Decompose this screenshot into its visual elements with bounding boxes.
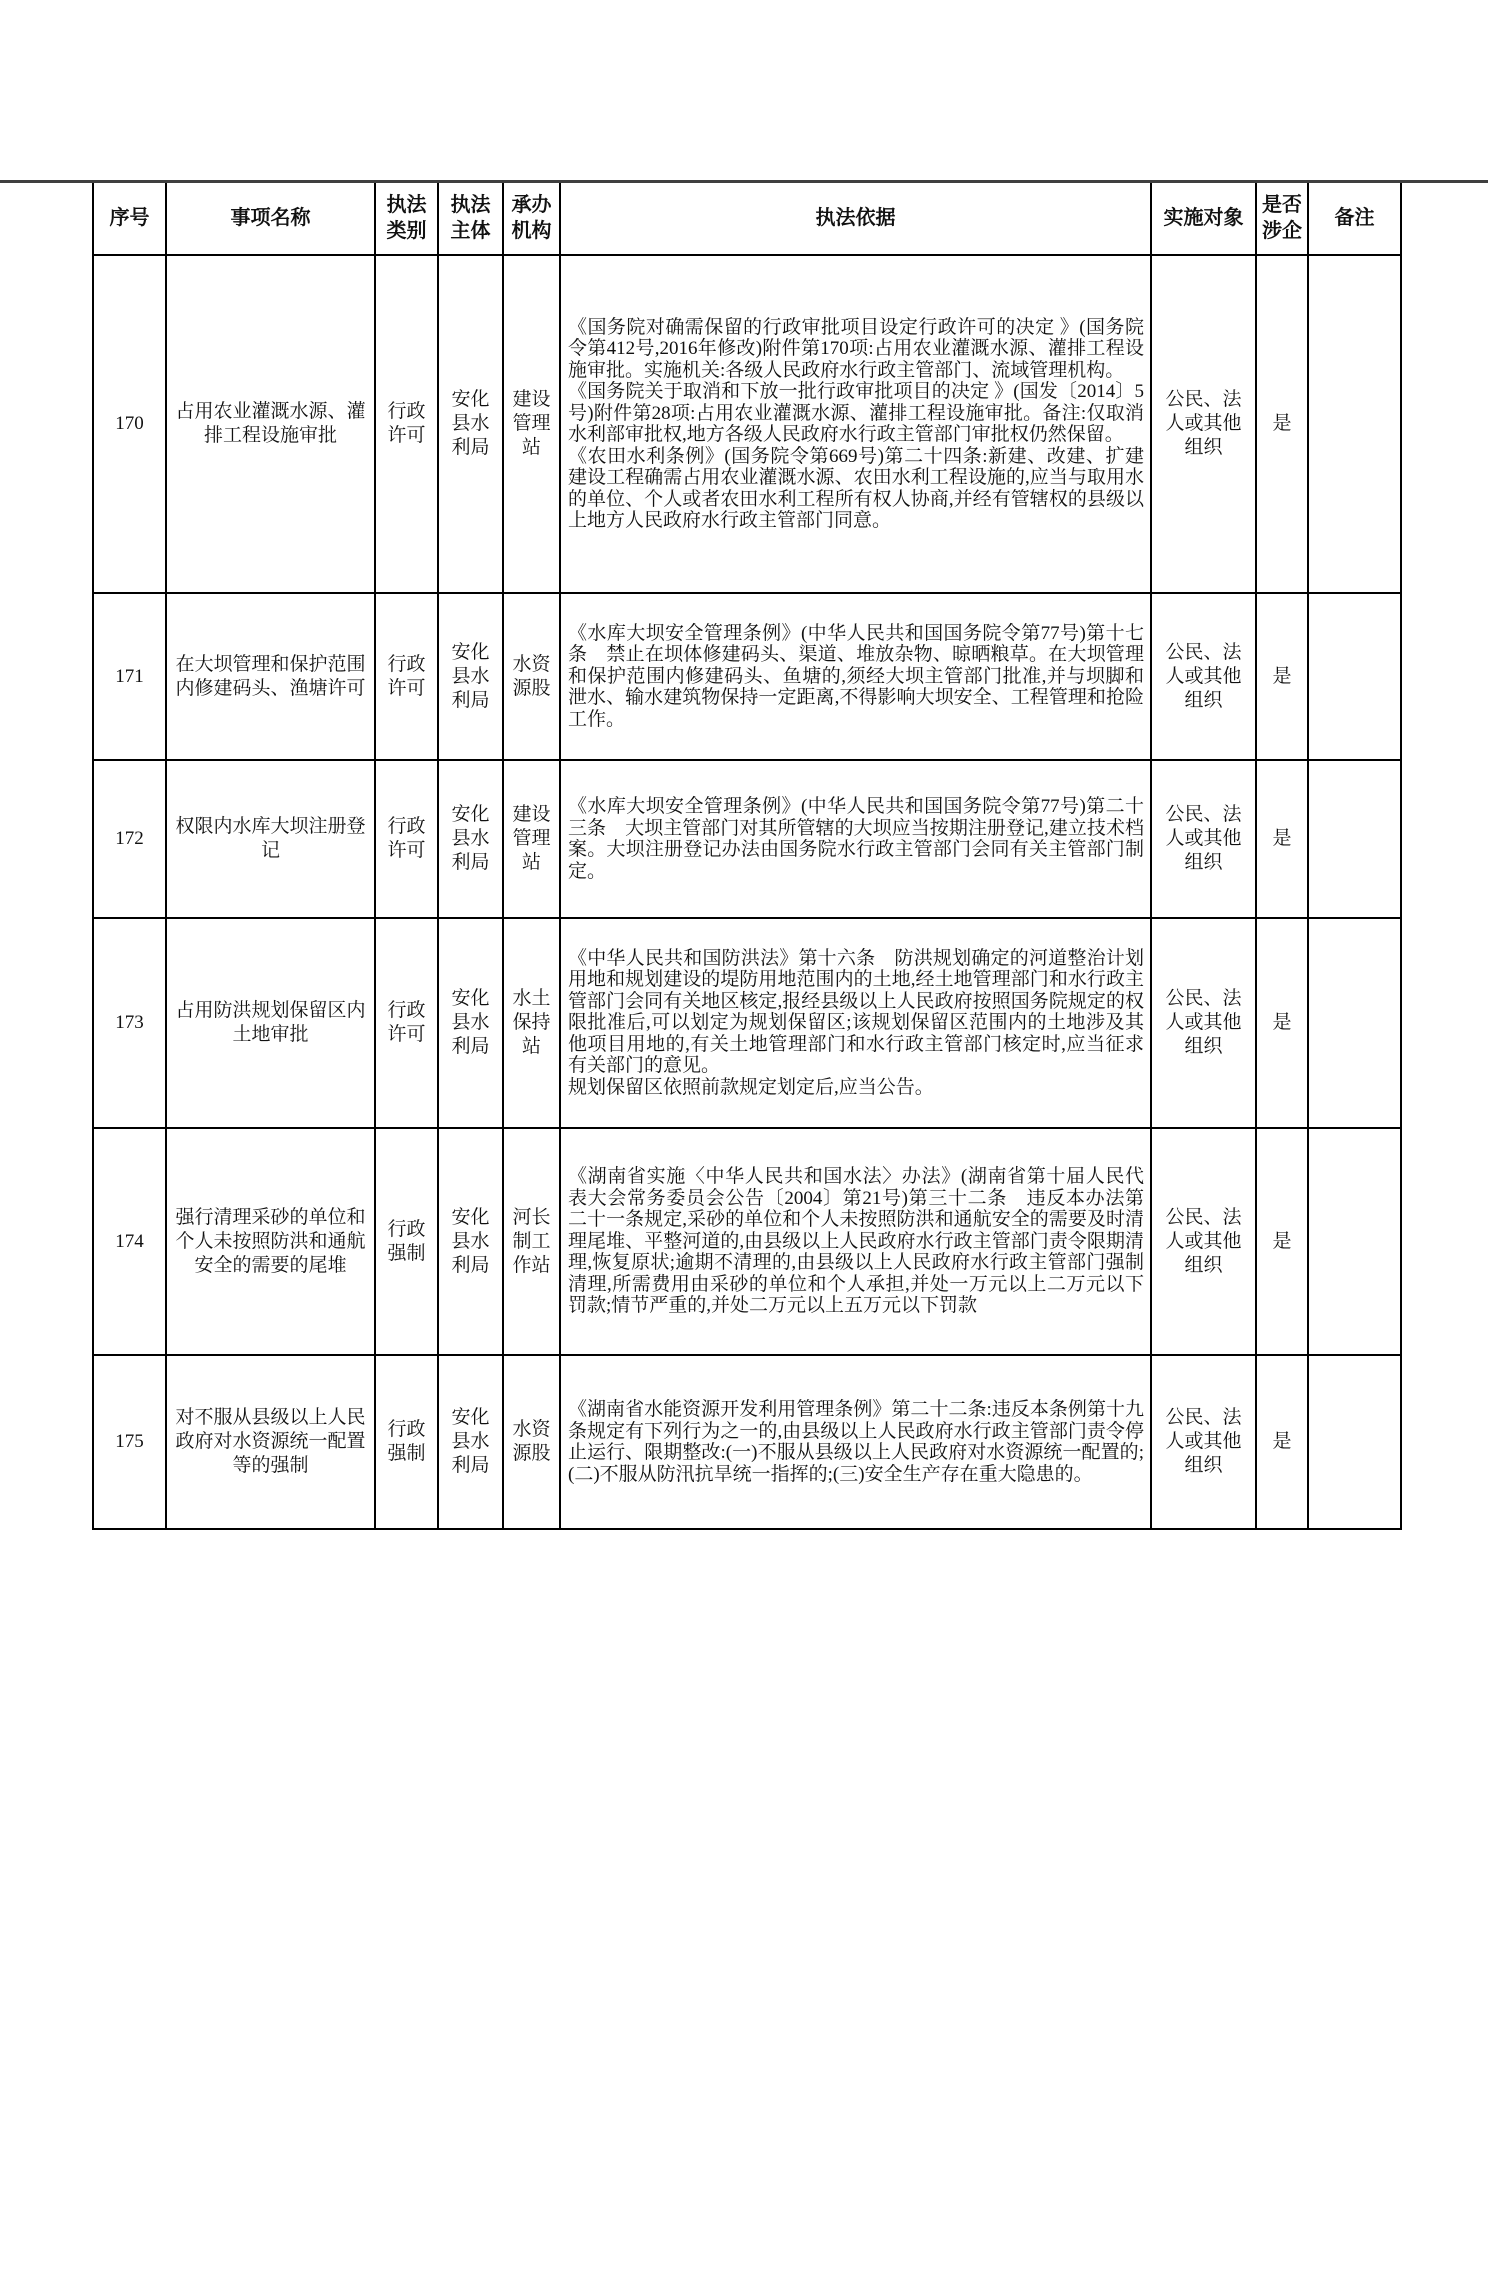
table-row (93, 255, 1401, 593)
cell-enforcement-subject: 安化县水利局 (438, 760, 503, 918)
header-implementation-target: 实施对象 (1151, 181, 1256, 255)
cell-item-name: 强行清理采砂的单位和个人未按照防洪和通航安全的需要的尾堆 (166, 1128, 375, 1355)
header-row (93, 181, 1401, 255)
table-row (93, 918, 1401, 1128)
header-enforcement-category: 执法类别 (375, 181, 438, 255)
cell-undertaking-agency: 水土保持站 (503, 918, 560, 1128)
cell-implementation-target: 公民、法人或其他组织 (1151, 760, 1256, 918)
cell-item-name: 占用农业灌溉水源、灌排工程设施审批 (166, 255, 375, 593)
cell-serial-number: 174 (93, 1128, 166, 1355)
table-row (93, 1355, 1401, 1529)
cell-enforcement-category: 行政强制 (375, 1355, 438, 1529)
cell-legal-basis: 《水库大坝安全管理条例》(中华人民共和国国务院令第77号)第十七条 禁止在坝体修建码头、渠道、堆放杂物、晾晒粮草。在大坝管理和保护范围内修建码头、鱼塘的,须经大坝主管部门批准,并与坝脚和泄水、输水建筑物保持一定距离,不得影响大坝安全、工程管理和抢险工作。 (560, 593, 1151, 760)
cell-implementation-target: 公民、法人或其他组织 (1151, 918, 1256, 1128)
cell-undertaking-agency: 水资源股 (503, 593, 560, 760)
cell-serial-number: 173 (93, 918, 166, 1128)
cell-enforcement-category: 行政强制 (375, 1128, 438, 1355)
cell-enforcement-subject: 安化县水利局 (438, 1355, 503, 1529)
cell-enforcement-subject: 安化县水利局 (438, 1128, 503, 1355)
cell-undertaking-agency: 建设管理站 (503, 255, 560, 593)
cell-serial-number: 172 (93, 760, 166, 918)
cell-enforcement-subject: 安化县水利局 (438, 593, 503, 760)
cell-implementation-target: 公民、法人或其他组织 (1151, 1355, 1256, 1529)
header-serial-number: 序号 (93, 181, 166, 255)
cell-enforcement-category: 行政许可 (375, 593, 438, 760)
cell-involves-enterprise: 是 (1256, 1355, 1308, 1529)
cell-implementation-target: 公民、法人或其他组织 (1151, 1128, 1256, 1355)
cell-legal-basis: 《水库大坝安全管理条例》(中华人民共和国国务院令第77号)第二十三条 大坝主管部门对其所管辖的大坝应当按期注册登记,建立技术档案。大坝注册登记办法由国务院水行政主管部门会同有关主管部门制定。 (560, 760, 1151, 918)
cell-item-name: 占用防洪规划保留区内土地审批 (166, 918, 375, 1128)
table-row (93, 593, 1401, 760)
cell-involves-enterprise: 是 (1256, 255, 1308, 593)
cell-involves-enterprise: 是 (1256, 1128, 1308, 1355)
cell-legal-basis: 《湖南省水能资源开发利用管理条例》第二十二条:违反本条例第十九条规定有下列行为之一的,由县级以上人民政府水行政主管部门责令停止运行、限期整改:(一)不服从县级以上人民政府对水资源统一配置的;(二)不服从防汛抗旱统一指挥的;(三)安全生产存在重大隐患的。 (560, 1355, 1151, 1529)
header-legal-basis: 执法依据 (560, 181, 1151, 255)
cell-remarks (1308, 1128, 1401, 1355)
header-involves-enterprise: 是否涉企 (1256, 181, 1308, 255)
table-header (93, 181, 1401, 255)
cell-serial-number: 170 (93, 255, 166, 593)
cell-legal-basis: 《中华人民共和国防洪法》第十六条 防洪规划确定的河道整治计划用地和规划建设的堤防用地范围内的土地,经土地管理部门和水行政主管部门会同有关地区核定,报经县级以上人民政府按照国务院规定的权限批准后,可以划定为规划保留区;该规划保留区范围内的土地涉及其他项目用地的,有关土地管理部门和水行政主管部门核定时,应当征求有关部门的意见。 规划保留区依照前款规定划定后,应当公告。 (560, 918, 1151, 1128)
cell-involves-enterprise: 是 (1256, 918, 1308, 1128)
cell-undertaking-agency: 水资源股 (503, 1355, 560, 1529)
cell-undertaking-agency: 建设管理站 (503, 760, 560, 918)
cell-enforcement-subject: 安化县水利局 (438, 918, 503, 1128)
header-item-name: 事项名称 (166, 181, 375, 255)
cell-involves-enterprise: 是 (1256, 593, 1308, 760)
cell-serial-number: 171 (93, 593, 166, 760)
cell-remarks (1308, 1355, 1401, 1529)
table-row (93, 1128, 1401, 1355)
cell-serial-number: 175 (93, 1355, 166, 1529)
table-row (93, 760, 1401, 918)
cell-legal-basis: 《国务院对确需保留的行政审批项目设定行政许可的决定 》(国务院令第412号,2016年修改)附件第170项:占用农业灌溉水源、灌排工程设施审批。实施机关:各级人民政府水行政主管部门、流域管理机构。 《国务院关于取消和下放一批行政审批项目的决定 》(国发〔2014〕5号)附件第28项:占用农业灌溉水源、灌排工程设施审批。备注:仅取消水利部审批权,地方各级人民政府水行政主管部门审批权仍然保留。 《农田水利条例》(国务院令第669号)第二十四条:新建、改建、扩建建设工程确需占用农业灌溉水源、农田水利工程设施的,应当与取用水的单位、个人或者农田水利工程所有权人协商,并经有管辖权的县级以上地方人民政府水行政主管部门同意。 (560, 255, 1151, 593)
cell-item-name: 权限内水库大坝注册登记 (166, 760, 375, 918)
header-enforcement-subject: 执法主体 (438, 181, 503, 255)
cell-enforcement-category: 行政许可 (375, 760, 438, 918)
cell-involves-enterprise: 是 (1256, 760, 1308, 918)
cell-item-name: 在大坝管理和保护范围内修建码头、渔塘许可 (166, 593, 375, 760)
cell-enforcement-subject: 安化县水利局 (438, 255, 503, 593)
table-body (93, 255, 1401, 1529)
header-remarks: 备注 (1308, 181, 1401, 255)
enforcement-items-table (92, 180, 1402, 1530)
cell-implementation-target: 公民、法人或其他组织 (1151, 255, 1256, 593)
cell-remarks (1308, 593, 1401, 760)
cell-implementation-target: 公民、法人或其他组织 (1151, 593, 1256, 760)
cell-remarks (1308, 918, 1401, 1128)
cell-undertaking-agency: 河长制工作站 (503, 1128, 560, 1355)
cell-legal-basis: 《湖南省实施〈中华人民共和国水法〉办法》(湖南省第十届人民代表大会常务委员会公告〔2004〕第21号)第三十二条 违反本办法第二十一条规定,采砂的单位和个人未按照防洪和通航安全的需要及时清理尾堆、平整河道的,由县级以上人民政府水行政主管部门责令限期清理,恢复原状;逾期不清理的,由县级以上人民政府水行政主管部门强制清理,所需费用由采砂的单位和个人承担,并处一万元以上二万元以下罚款;情节严重的,并处二万元以上五万元以下罚款 (560, 1128, 1151, 1355)
cell-remarks (1308, 760, 1401, 918)
cell-remarks (1308, 255, 1401, 593)
cell-item-name: 对不服从县级以上人民政府对水资源统一配置等的强制 (166, 1355, 375, 1529)
page-top-scan-line (0, 180, 1488, 183)
cell-enforcement-category: 行政许可 (375, 255, 438, 593)
header-undertaking-agency: 承办机构 (503, 181, 560, 255)
cell-enforcement-category: 行政许可 (375, 918, 438, 1128)
